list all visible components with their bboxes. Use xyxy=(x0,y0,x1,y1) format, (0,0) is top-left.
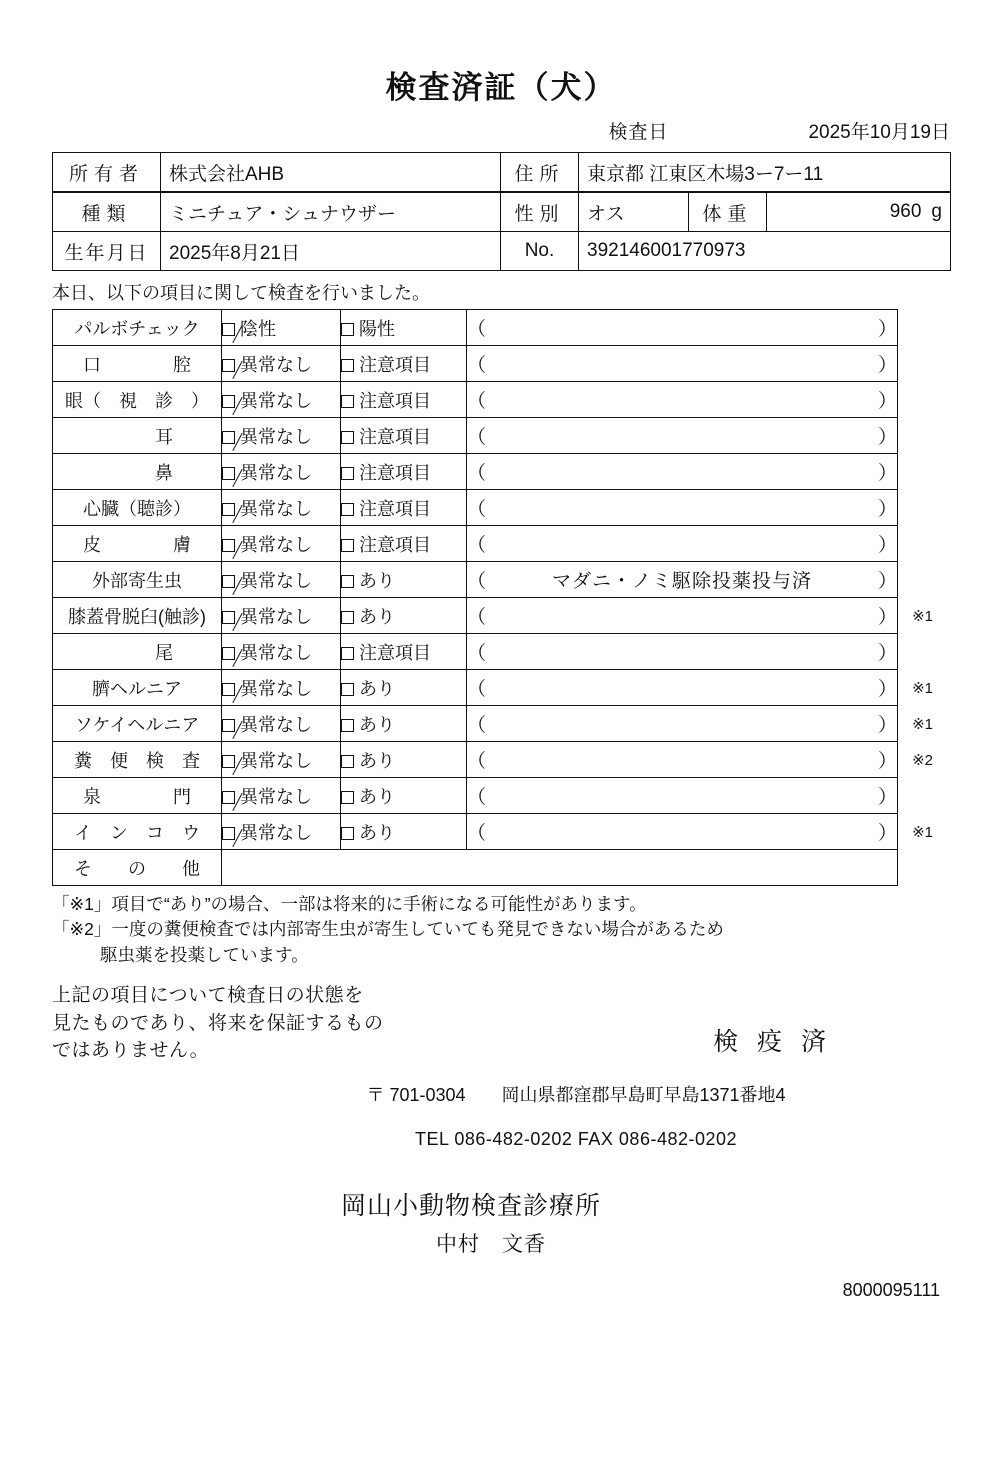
checklist-option-primary[interactable] xyxy=(222,562,341,598)
table-row xyxy=(53,193,951,232)
checkbox-icon[interactable] xyxy=(222,755,235,768)
checkbox-icon[interactable] xyxy=(222,647,235,660)
intro-text: 本日、以下の項目に関して検査を行いました。 xyxy=(52,283,430,303)
checklist-remark-cell[interactable] xyxy=(467,310,898,346)
weight-value: 960 xyxy=(889,201,922,222)
checkbox-icon[interactable] xyxy=(341,395,354,408)
checklist-item-label: ソケイヘルニア xyxy=(53,706,222,742)
checklist-option-secondary[interactable] xyxy=(341,346,467,382)
page-title: 検査済証（犬） xyxy=(385,70,617,105)
checkbox-icon[interactable] xyxy=(222,791,235,804)
animal-info-table xyxy=(52,192,951,271)
sex-value: オス xyxy=(579,193,689,232)
table-row xyxy=(53,850,898,886)
left-paren: （ xyxy=(467,355,487,376)
table-row xyxy=(53,454,898,490)
footnote-marker: ※2 xyxy=(912,751,933,769)
checklist-remark-text: マダニ・ノミ駆除投薬投与済 xyxy=(551,571,812,592)
checklist-remark-cell[interactable] xyxy=(467,814,933,850)
checklist-remark-cell[interactable] xyxy=(467,418,898,454)
clinic-postal-address: 〒 701-0304 岡山県都窪郡早島町早島1371番地4 xyxy=(366,1084,786,1105)
checklist-option-primary[interactable] xyxy=(222,310,341,346)
owner-value: 株式会社AHB xyxy=(161,153,501,192)
clinic-name: 岡山小動物検査診療所 xyxy=(340,1191,601,1220)
checklist-item-label: 外部寄生虫 xyxy=(53,562,222,598)
checklist-item-label: 糞 便 検 査 xyxy=(53,742,222,778)
checklist-option-secondary-label: 注意項目 xyxy=(359,354,431,375)
checklist-remark-cell[interactable] xyxy=(467,454,898,490)
checkbox-icon[interactable] xyxy=(222,431,235,444)
footer-block xyxy=(52,982,950,1301)
table-row xyxy=(53,490,898,526)
checklist-option-secondary[interactable] xyxy=(341,706,467,742)
checkbox-icon[interactable] xyxy=(222,719,235,732)
checklist-option-primary[interactable] xyxy=(222,634,341,670)
left-paren: （ xyxy=(467,751,487,772)
checklist-item-label: 耳 xyxy=(53,418,222,454)
table-row xyxy=(53,418,898,454)
checklist-option-secondary[interactable] xyxy=(341,634,467,670)
right-paren: ） xyxy=(877,607,897,628)
checkbox-icon[interactable] xyxy=(341,647,354,660)
checkbox-icon[interactable] xyxy=(341,539,354,552)
footnotes xyxy=(52,892,950,968)
weight-label: 体重 xyxy=(689,193,767,232)
owner-label: 所有者 xyxy=(53,153,161,192)
checklist-option-primary[interactable] xyxy=(222,814,341,850)
right-paren: ） xyxy=(877,679,897,700)
other-row-label: そ の 他 xyxy=(53,850,222,886)
certificate-page xyxy=(0,62,1002,1479)
checklist-item-label: 膝蓋骨脱臼(触診) xyxy=(53,598,222,634)
disclaimer-line-2: 見たものであり、将来を保証するもの xyxy=(52,1012,384,1034)
checklist-remark-cell[interactable] xyxy=(467,778,898,814)
checklist-remark-cell[interactable] xyxy=(467,382,898,418)
clinic-phone: TEL 086-482-0202 FAX 086-482-0202 xyxy=(414,1128,738,1149)
checklist-option-secondary-label: 注意項目 xyxy=(359,426,431,447)
checklist-option-primary-label: 異常なし xyxy=(240,750,312,771)
serial-number: 8000095111 xyxy=(842,1279,940,1300)
left-paren: （ xyxy=(467,427,487,448)
checklist-remark-cell[interactable] xyxy=(467,634,898,670)
checklist-option-secondary[interactable] xyxy=(341,418,467,454)
checklist-option-secondary-label: あり xyxy=(359,570,395,591)
checklist-option-primary-label: 陰性 xyxy=(240,318,276,339)
microchip-no-label: No. xyxy=(501,232,579,271)
checklist-remark-cell[interactable] xyxy=(467,742,933,778)
footnote-3: 駆虫薬を投薬しています。 xyxy=(100,944,309,965)
footnote-marker: ※1 xyxy=(912,607,933,625)
checklist-remark-cell[interactable] xyxy=(467,526,898,562)
breed-label: 種類 xyxy=(53,193,161,232)
checklist-option-secondary[interactable] xyxy=(341,562,467,598)
right-paren: ） xyxy=(877,319,897,340)
checklist-option-secondary-label: 注意項目 xyxy=(359,390,431,411)
checkbox-icon[interactable] xyxy=(341,683,354,696)
table-row xyxy=(53,232,951,271)
checkbox-icon[interactable] xyxy=(341,611,354,624)
right-paren: ） xyxy=(877,535,897,556)
checklist-option-primary[interactable] xyxy=(222,598,341,634)
checklist-option-secondary[interactable] xyxy=(341,526,467,562)
checklist-item-label: 泉 門 xyxy=(53,778,222,814)
footnote-1: 「※1」項目で“あり”の場合、一部は将来的に手術になる可能性があります。 xyxy=(52,894,647,914)
checklist-option-primary[interactable] xyxy=(222,778,341,814)
checklist-option-primary-label: 異常なし xyxy=(240,570,312,591)
checklist-option-primary-label: 異常なし xyxy=(240,426,312,447)
checkbox-icon[interactable] xyxy=(222,575,235,588)
checklist-option-primary-label: 異常なし xyxy=(240,462,312,483)
table-row xyxy=(53,526,898,562)
checklist-item-label: 尾 xyxy=(53,634,222,670)
checkbox-icon[interactable] xyxy=(341,827,354,840)
checkbox-icon[interactable] xyxy=(222,467,235,480)
table-row xyxy=(53,634,898,670)
checklist-item-label: パルボチェック xyxy=(53,310,222,346)
footnote-marker: ※1 xyxy=(912,679,933,697)
checklist-option-secondary[interactable] xyxy=(341,382,467,418)
examination-checklist xyxy=(52,309,933,886)
right-paren: ） xyxy=(877,787,897,808)
other-row-value[interactable] xyxy=(222,850,898,886)
right-paren: ） xyxy=(877,643,897,664)
checklist-option-secondary[interactable] xyxy=(341,310,467,346)
checklist-option-primary-label: 異常なし xyxy=(240,714,312,735)
footnote-2: 「※2」一度の糞便検査では内部寄生虫が寄生していても発見できない場合があるため xyxy=(52,919,724,940)
checklist-option-primary-label: 異常なし xyxy=(240,606,312,627)
checkbox-icon[interactable] xyxy=(341,575,354,588)
inspection-date-row xyxy=(52,117,950,144)
checklist-option-primary[interactable] xyxy=(222,346,341,382)
left-paren: （ xyxy=(467,787,487,808)
weight-value-cell xyxy=(767,193,951,232)
checkbox-icon[interactable] xyxy=(222,503,235,516)
disclaimer xyxy=(52,982,472,1065)
left-paren: （ xyxy=(467,535,487,556)
left-paren: （ xyxy=(467,607,487,628)
checkbox-icon[interactable] xyxy=(341,503,354,516)
sex-label: 性別 xyxy=(501,193,579,232)
checklist-option-secondary-label: あり xyxy=(359,606,395,627)
checklist-item-label: 心臓（聴診） xyxy=(53,490,222,526)
left-paren: （ xyxy=(467,643,487,664)
table-row xyxy=(53,706,898,742)
checkbox-icon[interactable] xyxy=(341,791,354,804)
inspection-date-label: 検査日 xyxy=(608,122,669,143)
microchip-no-value: 392146001770973 xyxy=(579,232,951,271)
table-row xyxy=(53,562,898,598)
right-paren: ） xyxy=(877,823,897,844)
checklist-option-secondary-label: あり xyxy=(359,750,395,771)
footnote-marker: ※1 xyxy=(912,715,933,733)
table-row xyxy=(53,742,898,778)
checklist-option-primary-label: 異常なし xyxy=(240,678,312,699)
checklist-option-primary[interactable] xyxy=(222,706,341,742)
owner-info-table xyxy=(52,152,951,192)
right-paren: ） xyxy=(877,751,897,772)
checkbox-icon[interactable] xyxy=(222,323,235,336)
checklist-option-secondary[interactable] xyxy=(341,670,467,706)
checklist-option-primary-label: 異常なし xyxy=(240,534,312,555)
checkbox-icon[interactable] xyxy=(341,431,354,444)
checklist-item-label: 皮 膚 xyxy=(53,526,222,562)
checklist-option-secondary-label: 陽性 xyxy=(359,318,395,339)
checkbox-icon[interactable] xyxy=(341,719,354,732)
checklist-option-secondary[interactable] xyxy=(341,490,467,526)
checklist-item-label: イ ン コ ウ xyxy=(53,814,222,850)
table-row xyxy=(53,778,898,814)
checklist-option-secondary-label: あり xyxy=(359,678,395,699)
left-paren: （ xyxy=(467,391,487,412)
checklist-option-primary[interactable] xyxy=(222,382,341,418)
left-paren: （ xyxy=(467,319,487,340)
footnote-marker: ※1 xyxy=(912,823,933,841)
table-row xyxy=(53,382,898,418)
checklist-option-primary[interactable] xyxy=(222,526,341,562)
right-paren: ） xyxy=(877,499,897,520)
quarantine-stamp: 検 疫 済 xyxy=(713,1028,832,1057)
birth-label: 生年月日 xyxy=(53,232,161,271)
checklist-option-secondary[interactable] xyxy=(341,814,467,850)
left-paren: （ xyxy=(467,571,487,592)
disclaimer-line-1: 上記の項目について検査日の状態を xyxy=(52,985,364,1007)
checklist-item-label: 鼻 xyxy=(53,454,222,490)
inspection-date-value: 2025年10月19日 xyxy=(808,122,950,143)
checkbox-icon[interactable] xyxy=(222,539,235,552)
checklist-option-secondary-label: 注意項目 xyxy=(359,642,431,663)
checklist-remark-cell[interactable] xyxy=(467,670,933,706)
checklist-option-primary-label: 異常なし xyxy=(240,390,312,411)
checkbox-icon[interactable] xyxy=(222,611,235,624)
table-row xyxy=(53,153,951,192)
checklist-option-secondary-label: あり xyxy=(359,714,395,735)
table-row xyxy=(53,346,898,382)
checklist-item-label: 口 腔 xyxy=(53,346,222,382)
checkbox-icon[interactable] xyxy=(341,467,354,480)
checklist-option-secondary[interactable] xyxy=(341,742,467,778)
checklist-option-primary-label: 異常なし xyxy=(240,642,312,663)
left-paren: （ xyxy=(467,499,487,520)
left-paren: （ xyxy=(467,463,487,484)
checklist-option-primary-label: 異常なし xyxy=(240,354,312,375)
checklist-option-secondary-label: 注意項目 xyxy=(359,498,431,519)
checklist-option-secondary-label: 注意項目 xyxy=(359,534,431,555)
breed-value: ミニチュア・シュナウザー xyxy=(161,193,501,232)
checklist-option-primary[interactable] xyxy=(222,418,341,454)
checklist-option-secondary[interactable] xyxy=(341,454,467,490)
checklist-item-label: 臍ヘルニア xyxy=(53,670,222,706)
checklist-remark-cell[interactable] xyxy=(467,346,898,382)
checkbox-icon[interactable] xyxy=(341,359,354,372)
left-paren: （ xyxy=(467,679,487,700)
address-label: 住所 xyxy=(501,153,579,192)
checklist-remark-cell[interactable] xyxy=(467,706,933,742)
checklist-remark-cell[interactable] xyxy=(467,562,898,598)
table-row xyxy=(53,670,898,706)
checklist-option-secondary[interactable] xyxy=(341,598,467,634)
checkbox-icon[interactable] xyxy=(341,323,354,336)
checkbox-icon[interactable] xyxy=(341,755,354,768)
right-paren: ） xyxy=(877,427,897,448)
checklist-item-label: 眼（ 視 診 ） xyxy=(53,382,222,418)
checklist-option-primary[interactable] xyxy=(222,490,341,526)
table-row xyxy=(53,598,898,634)
veterinarian-name: 中村 文香 xyxy=(436,1232,546,1256)
checklist-option-primary[interactable] xyxy=(222,742,341,778)
checklist-remark-cell[interactable] xyxy=(467,598,933,634)
address-value: 東京都 江東区木場3ー7ー11 xyxy=(579,153,951,192)
right-paren: ） xyxy=(877,391,897,412)
table-row xyxy=(53,310,898,346)
weight-unit: g xyxy=(931,201,942,222)
checklist-remark-cell[interactable] xyxy=(467,490,898,526)
right-paren: ） xyxy=(877,571,897,592)
checklist-option-secondary-label: 注意項目 xyxy=(359,462,431,483)
left-paren: （ xyxy=(467,823,487,844)
birth-value: 2025年8月21日 xyxy=(161,232,501,271)
checklist-option-secondary-label: あり xyxy=(359,786,395,807)
checklist-option-secondary-label: あり xyxy=(359,822,395,843)
right-paren: ） xyxy=(877,463,897,484)
checkbox-icon[interactable] xyxy=(222,395,235,408)
checklist-option-primary[interactable] xyxy=(222,670,341,706)
checklist-option-primary-label: 異常なし xyxy=(240,822,312,843)
checklist-option-primary-label: 異常なし xyxy=(240,498,312,519)
checkbox-icon[interactable] xyxy=(222,683,235,696)
disclaimer-line-3: ではありません。 xyxy=(52,1040,210,1062)
right-paren: ） xyxy=(877,355,897,376)
left-paren: （ xyxy=(467,715,487,736)
checklist-option-secondary[interactable] xyxy=(341,778,467,814)
table-row xyxy=(53,814,898,850)
checklist-option-primary-label: 異常なし xyxy=(240,786,312,807)
checkbox-icon[interactable] xyxy=(222,359,235,372)
checkbox-icon[interactable] xyxy=(222,827,235,840)
right-paren: ） xyxy=(877,715,897,736)
checklist-option-primary[interactable] xyxy=(222,454,341,490)
